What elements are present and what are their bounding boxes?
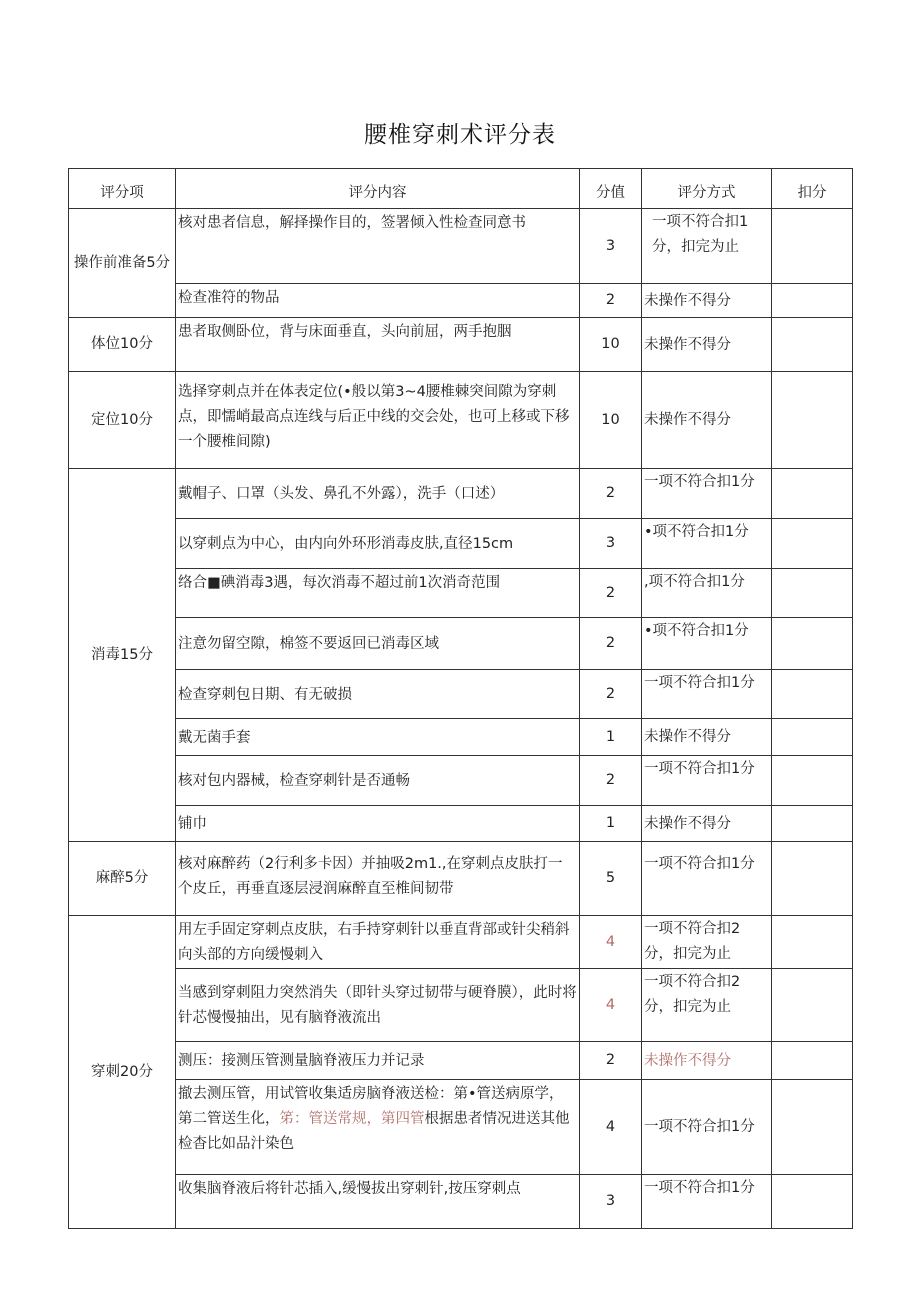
table-row [69, 1080, 853, 1175]
row-score: 2 [580, 469, 642, 519]
row-content: 选择穿刺点并在体表定位(•般以第3~4腰椎棘突间隙为穿刺点，即懦峭最高点连线与后正中线的交会处，也可上移或下移一个腰椎间隙) [176, 372, 580, 469]
row-score: 2 [580, 756, 642, 806]
deduct-cell[interactable] [772, 1175, 853, 1229]
row-method: 未操作不得分 [642, 1042, 772, 1080]
section-locate: 定位10分 [69, 372, 176, 469]
deduct-cell[interactable] [772, 284, 853, 318]
section-puncture: 穿刺20分 [69, 916, 176, 1229]
row-score: 4 [580, 1080, 642, 1175]
table-row [69, 670, 853, 719]
row-content: 当感到穿刺阻力突然消失（即针头穿过韧带与硬脊膜），此时将针芯慢慢抽出，见有脑脊液流出 [176, 969, 580, 1042]
row-score: 2 [580, 1042, 642, 1080]
row-score: 3 [580, 1175, 642, 1229]
row-method: 一项不符合扣2分，扣完为止 [642, 916, 772, 969]
row-content: 络合■碘消毒3遇，每次消毒不超过前1次消奇范围 [176, 569, 580, 618]
row-score: 10 [580, 372, 642, 469]
table-row [69, 618, 853, 670]
table-row [69, 569, 853, 618]
section-position: 体位10分 [69, 318, 176, 372]
row-method: ,项不符合扣1分 [642, 569, 772, 618]
row-content: 核对麻醉药（2行利多卡因）并抽吸2m1.,在穿刺点皮肤打一个皮丘，再垂直逐层浸润麻醉直至椎间韧带 [176, 842, 580, 916]
table-row [69, 806, 853, 842]
section-prep: 操作前准备5分 [69, 209, 176, 318]
row-content: 注意勿留空隙，棉签不要返回已消毒区域 [176, 618, 580, 670]
deduct-cell[interactable] [772, 569, 853, 618]
deduct-cell[interactable] [772, 969, 853, 1042]
row-content: 以穿刺点为中心，由内向外环形消毒皮肤,直径15cm [176, 519, 580, 569]
deduct-cell[interactable] [772, 670, 853, 719]
table-row [69, 372, 853, 469]
row-method: 未操作不得分 [642, 719, 772, 756]
header-item: 评分项 [69, 169, 176, 209]
row-score: 2 [580, 618, 642, 670]
row-score: 5 [580, 842, 642, 916]
deduct-cell[interactable] [772, 372, 853, 469]
row-score: 4 [580, 969, 642, 1042]
deduct-cell[interactable] [772, 469, 853, 519]
table-row [69, 519, 853, 569]
row-method: 未操作不得分 [642, 284, 772, 318]
table-row [69, 1175, 853, 1229]
table-row [69, 916, 853, 969]
row-method: •项不符合扣1分 [642, 618, 772, 670]
table-row [69, 969, 853, 1042]
row-content-part: 撤去测压管，用试管收集适房脑脊液送检：第•管送病原学，第二管送生化， [178, 1086, 564, 1127]
row-method: 一项不符合扣1分 [642, 842, 772, 916]
deduct-cell[interactable] [772, 806, 853, 842]
table-header-row [69, 169, 853, 209]
row-score: 4 [580, 916, 642, 969]
table-row [69, 284, 853, 318]
row-content: 用左手固定穿刺点皮肤，右手持穿刺针以垂直背部或针尖稍斜向头部的方向缓慢刺入 [176, 916, 580, 969]
row-method: 一项不符合扣1分 [642, 670, 772, 719]
row-method: 未操作不得分 [642, 372, 772, 469]
deduct-cell[interactable] [772, 209, 853, 284]
row-content: 核对患者信息，解择操作目的，签署倾入性检查同意书 [176, 209, 580, 284]
header-content: 评分内容 [176, 169, 580, 209]
page-title: 腰椎穿刺术评分表 [364, 122, 556, 148]
deduct-cell[interactable] [772, 756, 853, 806]
row-method: 一项不符合扣1分 [642, 1080, 772, 1175]
row-score: 10 [580, 318, 642, 372]
table-row [69, 318, 853, 372]
row-method: 未操作不得分 [642, 806, 772, 842]
table-row [69, 756, 853, 806]
deduct-cell[interactable] [772, 1042, 853, 1080]
row-score: 3 [580, 209, 642, 284]
row-score: 1 [580, 806, 642, 842]
deduct-cell[interactable] [772, 318, 853, 372]
deduct-cell[interactable] [772, 719, 853, 756]
row-content-highlight: 笫：管送常规，第四管 [279, 1111, 425, 1127]
deduct-cell[interactable] [772, 618, 853, 670]
row-score: 1 [580, 719, 642, 756]
row-content: 戴无菌手套 [176, 719, 580, 756]
row-content: 测压：接测压管测量脑脊液压力并记录 [176, 1042, 580, 1080]
row-score: 3 [580, 519, 642, 569]
section-anesthesia: 麻醉5分 [69, 842, 176, 916]
row-content: 检查准符的物品 [176, 284, 580, 318]
table-row [69, 1042, 853, 1080]
deduct-cell[interactable] [772, 916, 853, 969]
row-score: 2 [580, 670, 642, 719]
row-content: 戴帽子、口罩（头发、鼻孔不外露），洗手（口述） [176, 469, 580, 519]
row-method: •项不符合扣1分 [642, 519, 772, 569]
row-content: 收集脑脊液后将针芯插入,缓慢拔出穿刺针,按压穿刺点 [176, 1175, 580, 1229]
deduct-cell[interactable] [772, 842, 853, 916]
row-method: 一项不符合扣2分，扣完为止 [642, 969, 772, 1042]
section-disinfect: 消毒15分 [69, 469, 176, 842]
row-method: 一项不符合扣1分，扣完为止 [642, 209, 772, 284]
table-row [69, 719, 853, 756]
row-score: 2 [580, 569, 642, 618]
scoring-table [68, 168, 853, 1229]
row-content: 患者取侧卧位，背与床面垂直，头向前屈，两手抱胭 [176, 318, 580, 372]
header-deduct: 扣分 [772, 169, 853, 209]
table-row [69, 209, 853, 284]
table-row [69, 842, 853, 916]
row-method: 未操作不得分 [642, 318, 772, 372]
deduct-cell[interactable] [772, 1080, 853, 1175]
row-content [176, 1080, 580, 1175]
row-content: 检查穿刺包日期、有无破损 [176, 670, 580, 719]
row-score: 2 [580, 284, 642, 318]
row-method: 一项不符合扣1分 [642, 756, 772, 806]
row-method: 一项不符合扣1分 [642, 469, 772, 519]
row-content: 核对包内器械，检查穿刺针是否通畅 [176, 756, 580, 806]
table-row [69, 469, 853, 519]
header-method: 评分方式 [642, 169, 772, 209]
row-content: 铺巾 [176, 806, 580, 842]
header-score: 分值 [580, 169, 642, 209]
deduct-cell[interactable] [772, 519, 853, 569]
row-method: 一项不符合扣1分 [642, 1175, 772, 1229]
row-content-part: 根据患者情况进送其他检杳比如品汁染色 [178, 1111, 570, 1152]
